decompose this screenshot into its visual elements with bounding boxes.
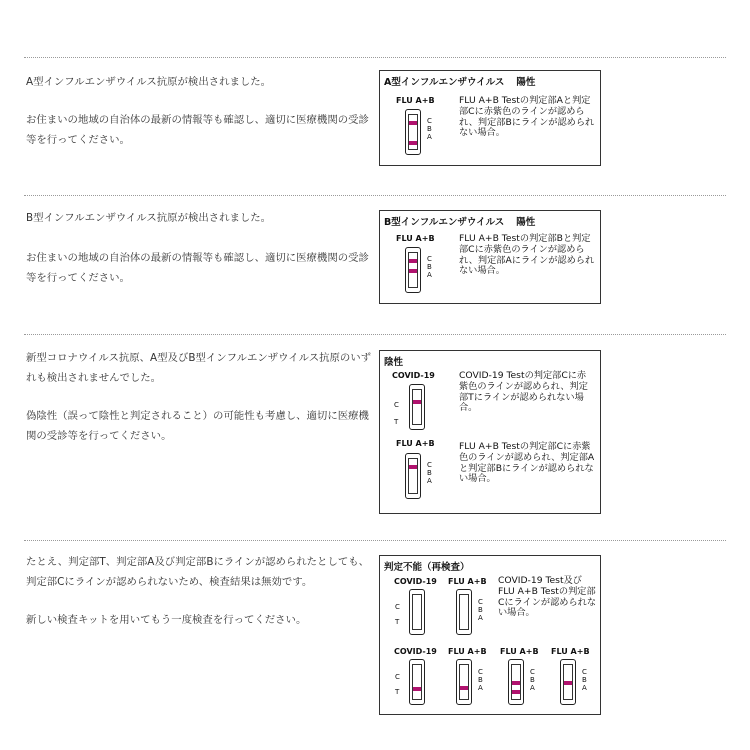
advice-text: 偽陰性（誤って陰性と判定されること）の可能性も考慮し、適切に医療機関の受診等を行ってください。 [26, 410, 369, 442]
covid-kit-marks: C T [394, 401, 399, 426]
flu-test-kit [456, 659, 472, 705]
flu-kit-marks: C B A [582, 668, 587, 692]
kit-label: FLU A+B [396, 234, 435, 243]
advice-text: お住まいの地域の自治体の最新の情報等も確認し、適切に医療機関の受診等を行ってください。 [26, 114, 369, 146]
result-message: B型インフルエンザウイルス抗原が検出されました。 [26, 212, 272, 224]
kit-label: FLU A+B [396, 96, 435, 105]
kit-marks: C B A [427, 117, 432, 141]
flu-test-kit [508, 659, 524, 705]
result-box [379, 555, 601, 715]
result-status: 陽性 [516, 217, 536, 228]
covid-kit-label: COVID-19 [394, 647, 437, 656]
result-status: 陽性 [516, 77, 536, 88]
result-message: たとえ、判定部T、判定部A及び判定部Bにラインが認められたとしても、判定部Cにラインが認められないため、検査結果は無効です。 [26, 556, 370, 588]
flu-kit-label: FLU A+B [448, 577, 487, 586]
flu-kit-label: FLU A+B [551, 647, 590, 656]
covid-kit-label: COVID-19 [394, 577, 437, 586]
test-window [412, 664, 422, 700]
covid-test-kit [409, 384, 425, 430]
line-t [413, 687, 421, 691]
line-a [460, 686, 468, 690]
kit-marks: C B A [427, 255, 432, 279]
result-box [379, 210, 601, 304]
test-window [408, 458, 418, 494]
test-window [412, 594, 422, 630]
advice-text: お住まいの地域の自治体の最新の情報等も確認し、適切に医療機関の受診等を行ってください。 [26, 252, 369, 284]
flu-description: FLU A+B Testの判定部Cに赤紫色のラインが認められ、判定部Aと判定部Bにラインが認められない場合。 [459, 441, 595, 485]
covid-kit-label: COVID-19 [392, 371, 435, 380]
flu-kit-marks: C B A [530, 668, 535, 692]
line-c [409, 465, 417, 469]
covid-kit-marks: C T [395, 603, 400, 626]
covid-test-kit [409, 659, 425, 705]
flu-test-kit [560, 659, 576, 705]
covid-test-kit [409, 589, 425, 635]
test-kit [405, 247, 421, 293]
flu-kit-marks: C B A [478, 668, 483, 692]
result-description: FLU A+B Testの判定部Aと判定部Cに赤紫色のラインが認められ、判定部Bにラインが認められない場合。 [459, 95, 595, 139]
test-kit [405, 109, 421, 155]
result-box [379, 350, 601, 514]
result-box-title: B型インフルエンザウイルス 陽性 [384, 217, 536, 228]
line-c [409, 259, 417, 263]
test-window [563, 664, 573, 700]
flu-kit-marks: C B A [427, 461, 432, 485]
result-message: 新型コロナウイルス抗原、A型及びB型インフルエンザウイルス抗原のいずれも検出されませんでした。 [26, 352, 372, 384]
line-a [409, 141, 417, 145]
result-description: COVID-19 Test及びFLU A+B Testの判定部Cにラインが認められない場合。 [498, 575, 597, 619]
test-window [459, 594, 469, 630]
result-message: A型インフルエンザウイルス抗原が検出されました。 [26, 76, 272, 88]
line-b [409, 269, 417, 273]
test-window [511, 664, 521, 700]
test-window [459, 664, 469, 700]
test-window [412, 389, 422, 425]
test-window [408, 252, 418, 288]
line-c [409, 121, 417, 125]
line-c [413, 400, 421, 404]
section-separator [24, 195, 726, 196]
flu-kit-label: FLU A+B [500, 647, 539, 656]
flu-kit-label: FLU A+B [396, 439, 435, 448]
section-separator [24, 57, 726, 58]
line-a [512, 690, 520, 694]
flu-test-kit [456, 589, 472, 635]
line-b [564, 681, 572, 685]
result-box-title: 判定不能（再検査） [384, 562, 470, 573]
advice-text: 新しい検査キットを用いてもう一度検査を行ってください。 [26, 614, 307, 626]
section-separator [24, 334, 726, 335]
result-box-title: A型インフルエンザウイルス 陽性 [384, 77, 536, 88]
covid-description: COVID-19 Testの判定部Cに赤紫色のラインが認められ、判定部Tにラインが認められない場合。 [459, 370, 588, 414]
section-separator [24, 540, 726, 541]
flu-test-kit [405, 453, 421, 499]
result-box-title: 陰性 [384, 357, 404, 368]
covid-kit-marks: C T [395, 673, 400, 696]
flu-kit-marks: C B A [478, 598, 483, 622]
result-box [379, 70, 601, 166]
flu-kit-label: FLU A+B [448, 647, 487, 656]
test-window [408, 114, 418, 150]
result-description: FLU A+B Testの判定部Bと判定部Cに赤紫色のラインが認められ、判定部Aにラインが認められない場合。 [459, 233, 595, 277]
line-b [512, 681, 520, 685]
